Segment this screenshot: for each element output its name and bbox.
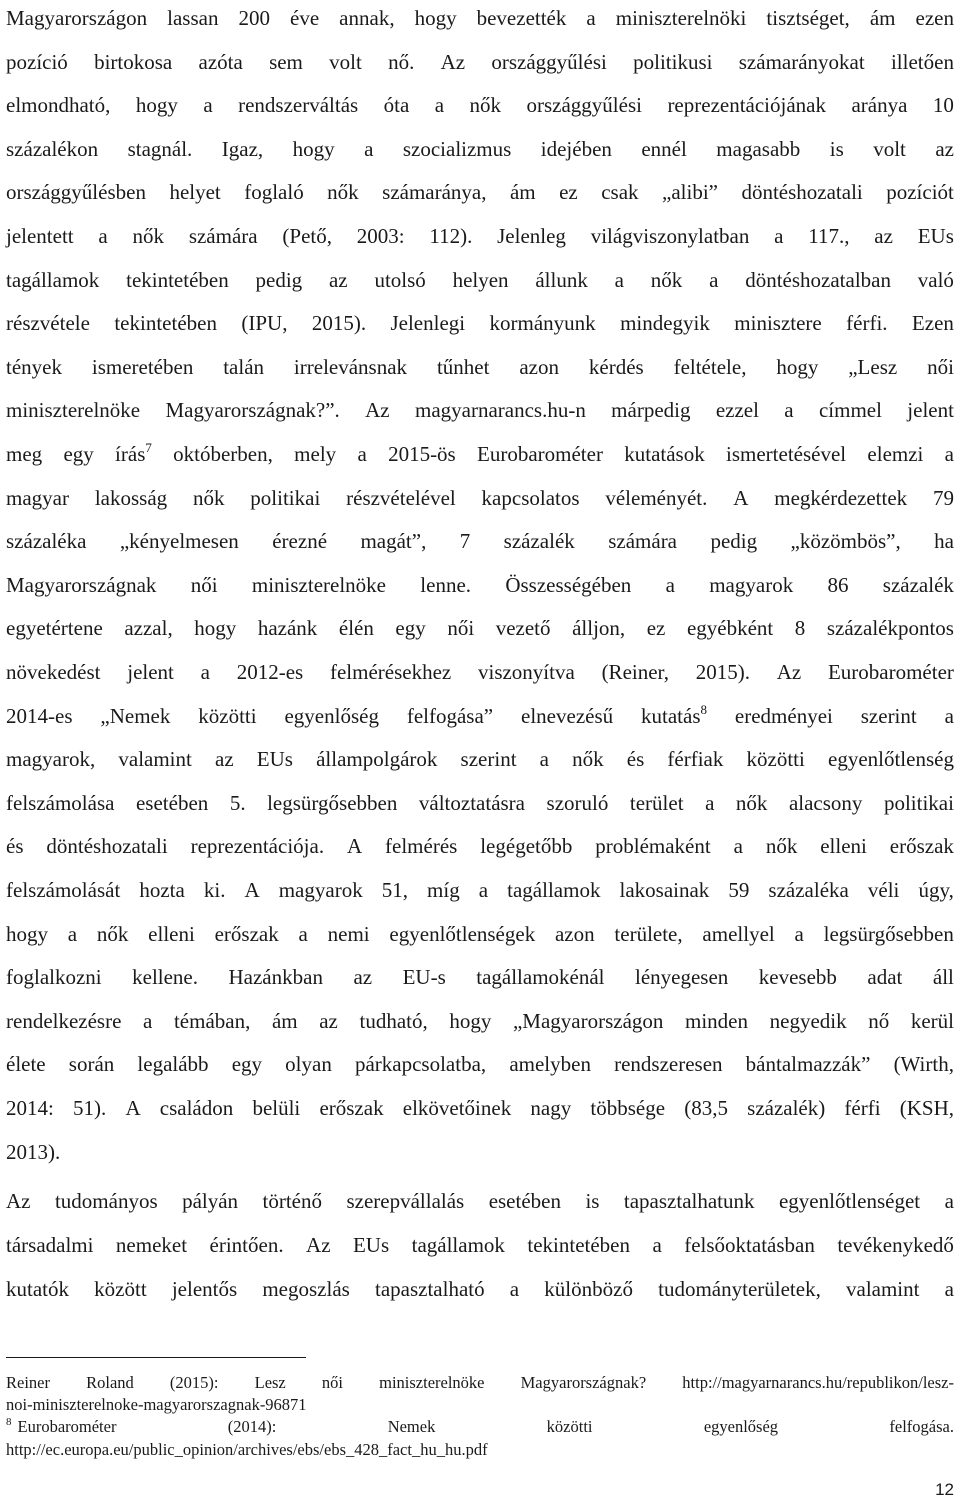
text-line: hogy a nők elleni erőszak a nemi egyenlőtlenségek azon területe, amellyel a legsürgősebben bbox=[6, 921, 954, 946]
text-line: növekedést jelent a 2012-es felmérésekhez viszonyítva (Reiner, 2015). Az Eurobarométer bbox=[6, 660, 954, 684]
text-line: felszámolását hozta ki. A magyarok 51, míg a tagállamok lakosainak 59 százaléka véli úgy, bbox=[6, 878, 954, 902]
footnote-separator bbox=[6, 1357, 306, 1358]
text-line: társadalmi nemeket érintően. Az EUs tagállamok tekintetében a felsőoktatásban tevékenykedő bbox=[6, 1233, 954, 1257]
text-line: foglalkozni kellene. Hazánkban az EU-s tagállamokénál lényegesen kevesebb adat áll bbox=[6, 965, 954, 990]
text-line: 2013). bbox=[6, 1139, 61, 1164]
text-line: pozíció birtokosa azóta sem volt nő. Az országgyűlési politikusi számarányokat illetően bbox=[6, 49, 954, 74]
text-line: kutatók között jelentős megoszlás tapasztalható a különböző tudományterületek, valamint a bbox=[6, 1277, 954, 1301]
text-line: felszámolása esetében 5. legsürgősebben változtatásra szoruló terület a nők alacsony politikai bbox=[6, 790, 954, 815]
text-line: 2014-es „Nemek közötti egyenlőség felfogása” elnevezésű kutatás$^8$ eredményei szerint a bbox=[6, 701, 954, 728]
text-line: és döntéshozatali reprezentációja. A felmérés legégetőbb problémaként a nők elleni erőszak bbox=[6, 834, 954, 859]
text-line: magyarok, valamint az EUs állampolgárok szerint a nők és férfiak közötti egyenlőtlenség bbox=[6, 747, 954, 772]
text-line: egyetértene azzal, hogy hazánk élén egy női vezető álljon, ez egyébként 8 százalékpontos bbox=[6, 616, 954, 641]
text-line: tények ismeretében talán irrelevánsnak tűnhet azon kérdés feltétele, hogy „Lesz női bbox=[6, 354, 954, 379]
text-line: tagállamok tekintetében pedig az utolsó helyen állunk a nők a döntéshozatalban való bbox=[6, 267, 954, 292]
footnote-marker: 8 bbox=[6, 1416, 12, 1428]
text-line: rendelkezésre a témában, ám az tudható, hogy „Magyarországon minden negyedik nő kerül bbox=[6, 1008, 954, 1033]
text-line: noi-miniszterelnoke-magyarorszagnak-96871 bbox=[6, 1395, 307, 1414]
text-line: élete során legalább egy olyan párkapcsolatba, amelyben rendszeresen bántalmazzák” (Wirth, bbox=[6, 1052, 954, 1077]
text-line: meg egy írás$^7$ októberben, mely a 2015-ös Eurobarométer kutatások ismertetésével elemzi a bbox=[6, 440, 954, 466]
text-line: 2014: 51). A családon belüli erőszak elkövetőinek nagy többsége (83,5 százalék) férfi (KSH, bbox=[6, 1096, 954, 1120]
page-number: 12 bbox=[935, 1480, 954, 1499]
text-line: Az tudományos pályán történő szerepvállalás esetében is tapasztalhatunk egyenlőtlenséget a bbox=[6, 1189, 954, 1213]
text-line: elmondható, hogy a rendszerváltás óta a nők országgyűlési reprezentációjának aránya 10 bbox=[6, 93, 954, 118]
text-line: százalékon stagnál. Igaz, hogy a szocializmus idejében ennél magasabb is volt az bbox=[6, 136, 954, 161]
text-line: miniszterelnöke Magyarországnak?”. Az magyarnarancs.hu-n márpedig ezzel a címmel jelent bbox=[6, 398, 954, 423]
text-line: http://ec.europa.eu/public_opinion/archives/ebs/ebs_428_fact_hu_hu.pdf bbox=[6, 1440, 488, 1459]
text-line: jelentett a nők számára (Pető, 2003: 112). Jelenleg világviszonylatban a 117., az EUs bbox=[6, 224, 954, 248]
text-line: Magyarországnak női miniszterelnöke lenne. Összességében a magyarok 86 százalék bbox=[6, 572, 954, 597]
text-line: Reiner Roland (2015): Lesz női miniszterelnöke Magyarországnak? http://magyarnarancs.hu/republikon/lesz- bbox=[6, 1373, 954, 1392]
text-line: százaléka „kényelmesen érezné magát”, 7 százalék számára pedig „közömbös”, ha bbox=[6, 529, 954, 554]
text-line: országgyűlésben helyet foglaló nők számaránya, ám ez csak „alibi” döntéshozatali pozíciót bbox=[6, 180, 954, 205]
text-line: Magyarországon lassan 200 éve annak, hogy bevezették a miniszterelnöki tisztséget, ám ezen bbox=[6, 6, 954, 30]
text-line: részvétele tekintetében (IPU, 2015). Jelenlegi kormányunk mindegyik minisztere férfi. Ezen bbox=[6, 311, 954, 336]
text-line: 8 Eurobarométer (2014): Nemek közötti egyenlőség felfogása. bbox=[6, 1417, 954, 1437]
footnote-reference: 8 bbox=[700, 701, 708, 717]
text-line: magyar lakosság nők politikai részvételével kapcsolatos véleményét. A megkérdezettek 79 bbox=[6, 485, 954, 510]
footnote-reference: 7 bbox=[145, 440, 152, 455]
